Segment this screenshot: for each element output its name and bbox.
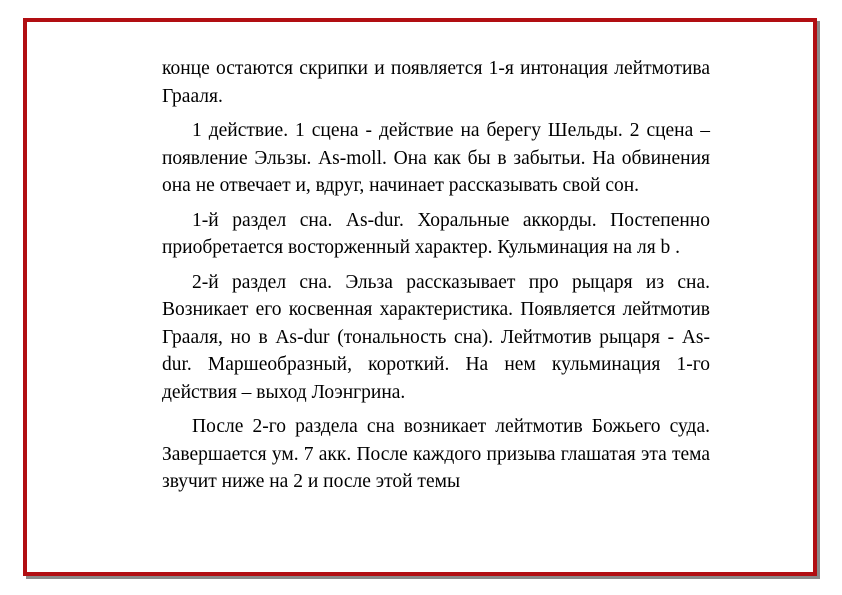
document-text <box>162 55 710 503</box>
paragraph-continuation: конце остаются скрипки и появляется 1-я интонация лейтмотива Грааля. <box>162 58 710 107</box>
paragraph-act-1: 1 действие. 1 сцена - действие на берегу Шельды. 2 сцена – появление Эльзы. As-moll. Она как бы в забытьи. На обвинения она не отвечает и, вдруг, начинает рассказывать свой сон. <box>162 120 710 196</box>
paragraph-after-dream: После 2-го раздела сна возникает лейтмотив Божьего суда. Завершается ум. 7 акк. После каждого призыва глашатая эта тема звучит ниже на 2 и после этой темы <box>162 416 710 492</box>
paragraph-dream-section-2: 2-й раздел сна. Эльза рассказывает про рыцаря из сна. Возникает его косвенная характеристика. Появляется лейтмотив Грааля, но в As-dur (тональность сна). Лейтмотив рыцаря - As-dur. Маршеобразный, короткий. На нем кульминация 1-го действия – выход Лоэнгрина. <box>162 271 710 403</box>
paragraph-dream-section-1: 1-й раздел сна. As-dur. Хоральные аккорды. Постепенно приобретается восторженный характер. Кульминация на ля b . <box>162 209 710 258</box>
